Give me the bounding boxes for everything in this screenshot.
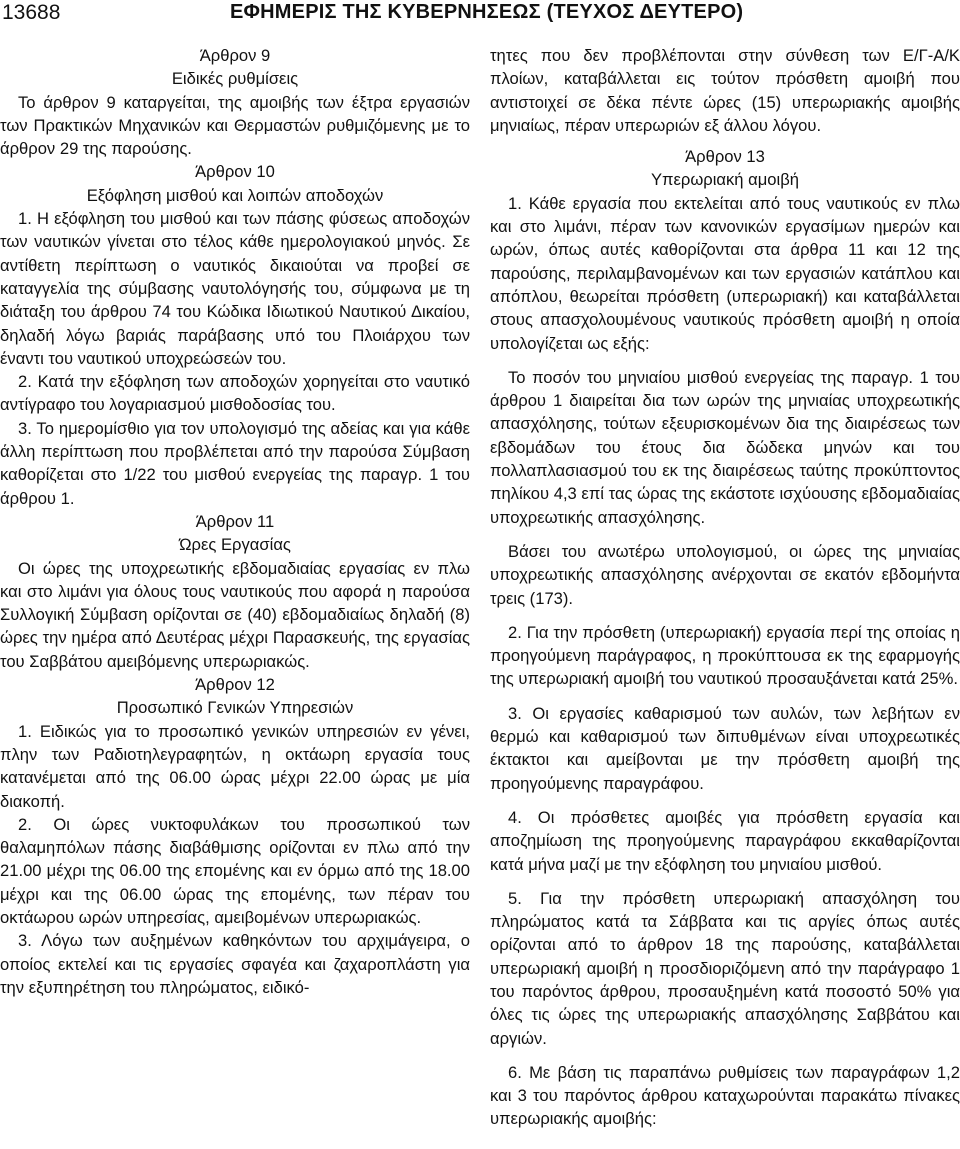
- right-column: [490, 44, 960, 1131]
- article-13-paragraph-1c: Βάσει του ανωτέρω υπολογισμού, οι ώρες της μηνιαίας υποχρεωτικής απασχόλησης ανέρχονται σε εκατόν εβδομήντα τρεις (173).: [490, 541, 960, 608]
- article-11-paragraph: Οι ώρες της υποχρεωτικής εβδομαδιαίας εργασίας εν πλω και στο λιμάνι για όλους τους ναυτικούς που αφορά η παρούσα Συλλογική Σύμβαση ορίζονται σε (40) εβδομαδιαίως δηλαδή (8) ώρες την ημέρα από Δευτέρας μέχρι Παρασκευής, της εργασίας του Σαββάτου αμειβόμενης υπερωριακώς.: [0, 558, 470, 671]
- article-12-title: Άρθρον 12: [195, 675, 275, 695]
- article-12-paragraph-3: 3. Λόγω των αυξημένων καθηκόντων του αρχιμάγειρα, ο οποίος εκτελεί και τις εργασίες σφαγέα και ζαχαροπλάστη για την εξυπηρέτηση του πληρώματος, ειδικό-: [0, 931, 470, 997]
- article-13-title: Άρθρον 13: [685, 147, 765, 167]
- article-11-title: Άρθρον 11: [195, 511, 275, 531]
- article-13-subtitle: Υπερωριακή αμοιβή: [650, 170, 799, 190]
- article-13-paragraph-4: 4. Οι πρόσθετες αμοιβές για πρόσθετη εργασία και αποζημίωση της προηγούμενης παραγράφου εκκαθαρίζονται κατά μήνα μαζί με την εξόφληση του μηνιαίου μισθού.: [490, 807, 960, 874]
- article-10-paragraph-3: 3. Το ημερομίσθιο για τον υπολογισμό της αδείας και για κάθε άλλη περίπτωση που προβλέπεται από την παρούσα Σύμβαση καθορίζεται στο 1/22 του μισθού ενεργείας της παραγρ. 1 του άρθρου 1.: [0, 418, 470, 508]
- page-header: [0, 0, 960, 34]
- article-10-paragraph-2: 2. Κατά την εξόφληση των αποδοχών χορηγείται στο ναυτικό αντίγραφο του λογαριασμού μισθοδοσίας του.: [0, 372, 470, 415]
- left-column: [0, 44, 470, 999]
- article-13-paragraph-6: 6. Με βάση τις παραπάνω ρυθμίσεις των παραγράφων 1,2 και 3 του παρόντος άρθρου καταχωρούνται παρακάτω πίνακες υπερωριακής αμοιβής:: [490, 1062, 960, 1129]
- article-9-paragraph: Το άρθρον 9 καταργείται, της αμοιβής των έξτρα εργασιών των Πρακτικών Μηχανικών και Θερμαστών ρυθμιζόμενης με το άρθρον 29 της παρούσης.: [0, 92, 470, 159]
- article-13-paragraph-5: 5. Για την πρόσθετη υπερωριακή απασχόληση του πληρώματος κατά τα Σάββατα και τις αργίες όπως αυτές ορίζονται από το άρθρον 18 της παρούσης, καταβάλλεται υπερωριακή αμοιβή η προσδιοριζόμενη από την παράγραφο 1 του παρόντος άρθρου, προσαυξημένη κατά ποσοστό 50% για όλες τις ώρες της υπερωριακής απασχόλησης Σαββάτου και αργιών.: [490, 888, 960, 1048]
- article-11-subtitle: Ώρες Εργασίας: [179, 535, 291, 555]
- article-12-subtitle: Προσωπικό Γενικών Υπηρεσιών: [116, 698, 354, 718]
- article-10-title: Άρθρον 10: [195, 162, 275, 182]
- article-13-paragraph-2: 2. Για την πρόσθετη (υπερωριακή) εργασία περί της οποίας η προηγούμενη παράγραφος, η προκύπτουσα εκ της εφαρμογής της υπερωριακή αμοιβή του ναυτικού προσαυξάνεται κατά 25%.: [490, 622, 960, 689]
- article-9-title: Άρθρον 9: [199, 46, 271, 65]
- page-number: 13688: [2, 1, 61, 24]
- article-10-paragraph-1: 1. Η εξόφληση του μισθού και των πάσης φύσεως αποδοχών των ναυτικών γίνεται στο τέλος κάθε ημερολογιακού μηνός. Σε αντίθετη περίπτωση ο ναυτικός δικαιούται να προβεί σε καταγγελία της σύμβασης ναυτολόγησής του, σύμφωνα με τη διάταξη του άρθρου 74 του Κώδικα Ιδιωτικού Ναυτικού Δικαίου, δηλαδή λόγω βαριάς παράβασης υπό του Πλοιάρχου των έναντι του ναυτικού υποχρεώσεών του.: [0, 209, 470, 368]
- article-13-paragraph-3: 3. Οι εργασίες καθαρισμού των αυλών, των λεβήτων εν θερμώ και καθαρισμού των διπυθμένων είναι υποχρεωτικές έκτακτοι και αμείβονται με την πρόσθετη αμοιβή της προηγούμενης παραγράφου.: [490, 703, 960, 793]
- article-12-paragraph-2: 2. Οι ώρες νυκτοφυλάκων του προσωπικού των θαλαμηπόλων πάσης διαβάθμισης ορίζονται εν πλω από την 21.00 μέχρι της 06.00 της επομένης και εν όρμω από της 18.00 μέχρι και της 06.00 ώρας της επομένης, των πέραν του οκτάωρου ωρών υπηρεσίας, αμειβομένων υπερωριακώς.: [0, 814, 470, 927]
- article-10-subtitle: Εξόφληση μισθού και λοιπών αποδοχών: [86, 185, 384, 205]
- gazette-title: ΕΦΗΜΕΡΙΣ ΤΗΣ ΚΥΒΕΡΝΗΣΕΩΣ (ΤΕΥΧΟΣ ΔΕΥΤΕΡΟ): [230, 1, 744, 23]
- article-13-paragraph-1b: Το ποσόν του μηνιαίου μισθού ενεργείας της παραγρ. 1 του άρθρου 1 διαιρείται δια των ωρών της μηνιαίας υποχρεωτικής απασχόλησης, τούτων εξευρισκομένων δια της διαιρέσεως των εβδομάδων του έτους δια δώδεκα μηνών και του πολλαπλασιασμού του εκ της διαιρέσεως ταύτης προκύπτοντος πηλίκου 4,3 επί τας ώρας της εκάστοτε ισχύουσης εβδομαδιαίας υποχρεωτικής απασχόλησης.: [490, 367, 960, 527]
- article-12-paragraph-1: 1. Ειδικώς για το προσωπικό γενικών υπηρεσιών εν γένει, πλην των Ραδιοτηλεγραφητών, η οκτάωρη εργασία τους κατανέμεται από της 06.00 ώρας μέχρι 22.00 ώρας με μία διακοπή.: [0, 721, 470, 811]
- continued-paragraph: τητες που δεν προβλέπονται στην σύνθεση των Ε/Γ-Α/Κ πλοίων, καταβάλλεται εις τούτον πρόσθετη αμοιβή που αντιστοιχεί σε δέκα πέντε ώρες (15) υπερωριακής αμοιβής μηνιαίως, πέραν υπερωριών εξ άλλου λόγου.: [490, 46, 960, 135]
- article-9-subtitle: Ειδικές ρυθμίσεις: [171, 69, 299, 89]
- article-13-paragraph-1: 1. Κάθε εργασία που εκτελείται από τους ναυτικούς εν πλω και στο λιμάνι, πέραν των κανονικών εργασίμων ημερών και ωρών, όπως αυτές καθορίζονται στα άρθρα 11 και 12 της παρούσης, περιλαμβανομένων και των εργασιών κατάπλου και απόπλου, θεωρείται πρόσθετη (υπερωριακή) και καταβάλλεται στους απασχολουμένους ναυτικούς πρόσθετη αμοιβή η οποία υπολογίζεται ως εξής:: [490, 193, 960, 353]
